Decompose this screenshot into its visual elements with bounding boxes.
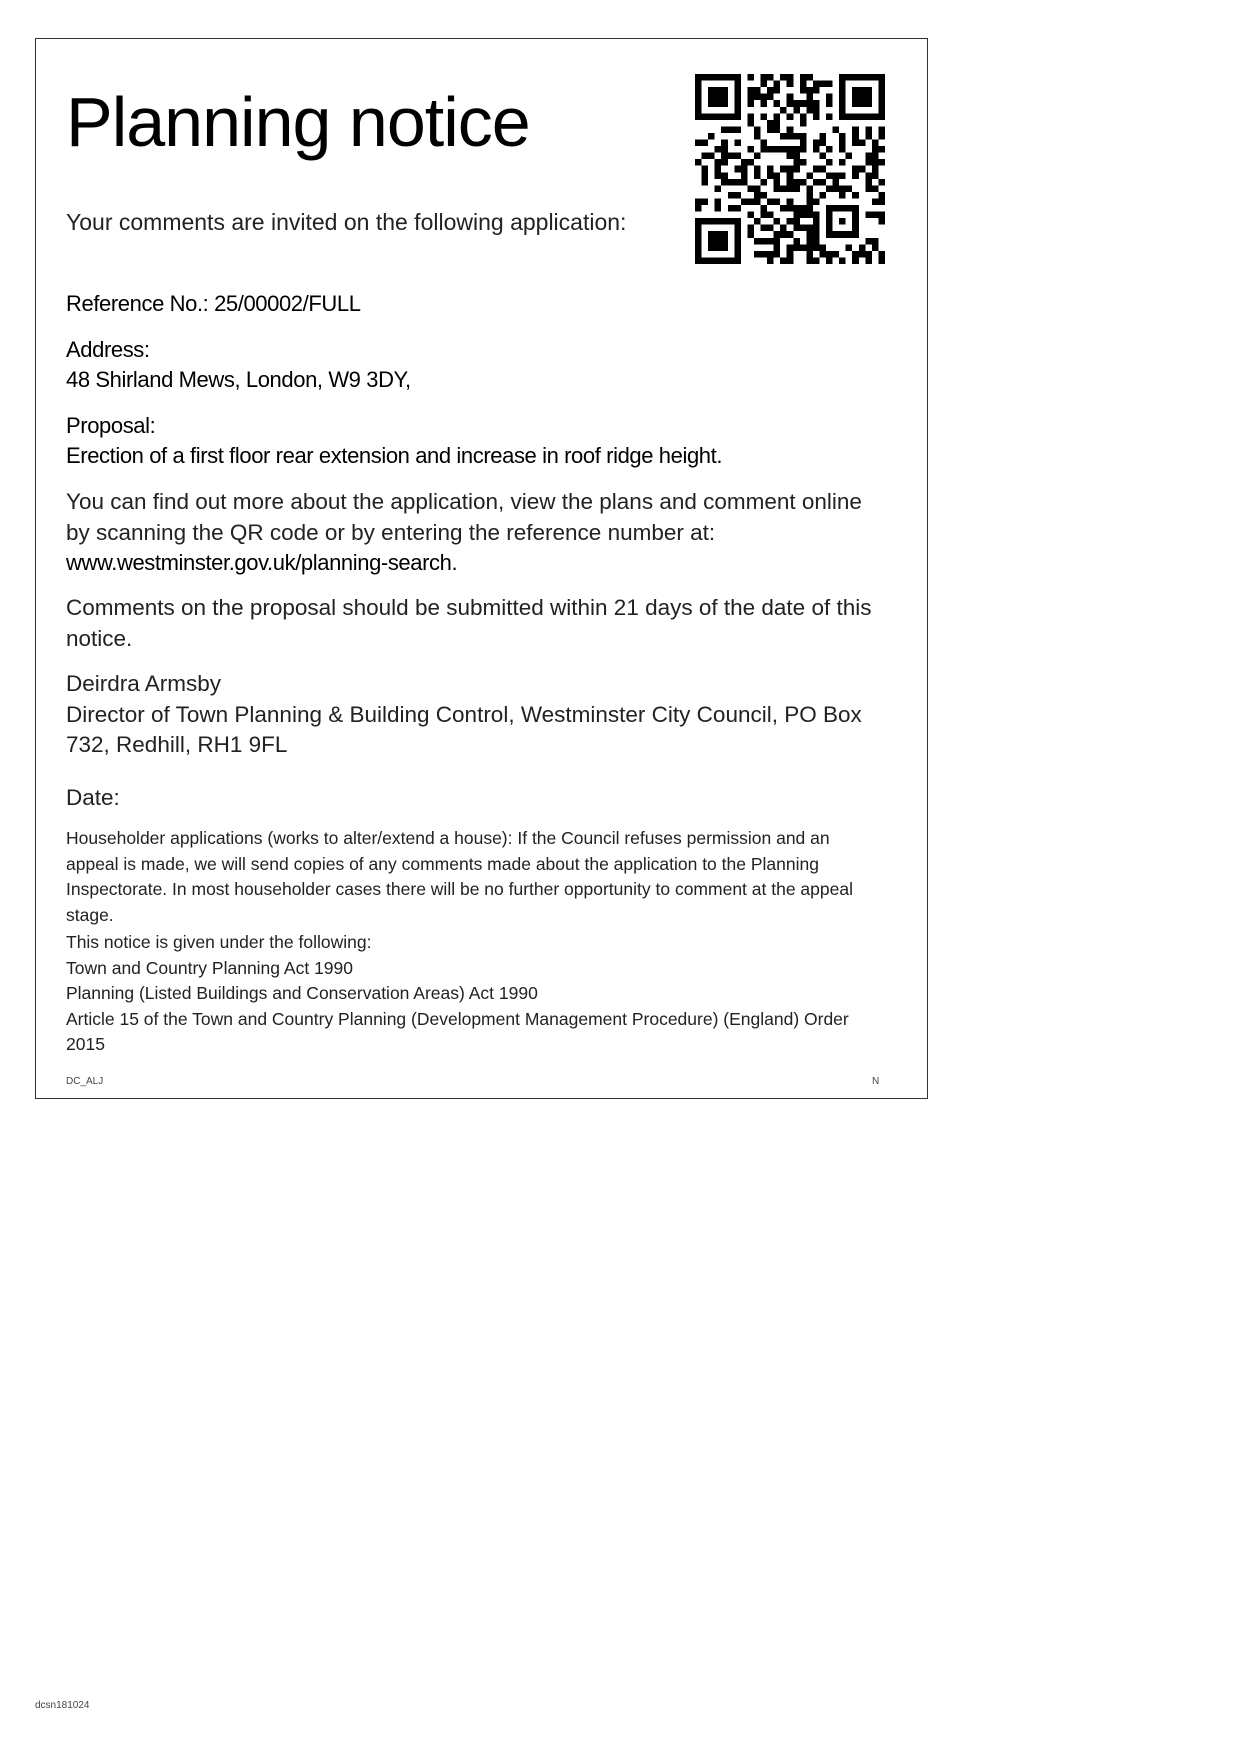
- signatory-section: [66, 669, 886, 761]
- legal-act-item: Town and Country Planning Act 1990: [66, 957, 353, 978]
- page-code: dcsn181024: [35, 1700, 90, 1711]
- page-title: Planning notice: [66, 83, 530, 161]
- address-section: [66, 335, 886, 395]
- intro-text: Your comments are invited on the following application:: [66, 209, 627, 235]
- address-label: Address:: [66, 337, 150, 362]
- proposal-label: Proposal:: [66, 413, 156, 438]
- signatory-details: Director of Town Planning & Building Control, Westminster City Council, PO Box 732, Redhill, RH1 9FL: [66, 701, 862, 757]
- proposal-value: Erection of a first floor rear extension and increase in roof ridge height.: [66, 443, 723, 468]
- footer-code-left: DC_ALJ: [66, 1076, 104, 1087]
- qr-code-icon[interactable]: [695, 74, 885, 264]
- more-info-section: [66, 487, 886, 578]
- householder-note: Householder applications (works to alter/extend a house): If the Council refuses permission and an appeal is made, we will send copies of any comments made about the application to the Planning Inspectorate. In most householder cases there will be no further opportunity to comment at the appeal stage.: [66, 828, 853, 925]
- legal-section: [66, 930, 886, 1058]
- reference-number: Reference No.: 25/00002/FULL: [66, 291, 361, 316]
- legal-act-item: Planning (Listed Buildings and Conservation Areas) Act 1990: [66, 983, 538, 1003]
- proposal-section: [66, 411, 886, 471]
- website-link[interactable]: www.westminster.gov.uk/planning-search.: [66, 550, 458, 575]
- footer-code-right: N: [872, 1076, 880, 1087]
- planning-notice: [35, 38, 928, 1099]
- deadline-text: Comments on the proposal should be submitted within 21 days of the date of this notice.: [66, 595, 872, 651]
- legal-act-item: Article 15 of the Town and Country Planning (Development Management Procedure) (England) Order 2015: [66, 1008, 849, 1054]
- signatory-name: Deirdra Armsby: [66, 671, 222, 696]
- address-value: 48 Shirland Mews, London, W9 3DY,: [66, 367, 411, 392]
- date-label: Date:: [66, 785, 120, 810]
- legal-intro: This notice is given under the following:: [66, 932, 372, 952]
- more-info-text: You can find out more about the application, view the plans and comment online by scanning the QR code or by entering the reference number at:: [66, 489, 862, 545]
